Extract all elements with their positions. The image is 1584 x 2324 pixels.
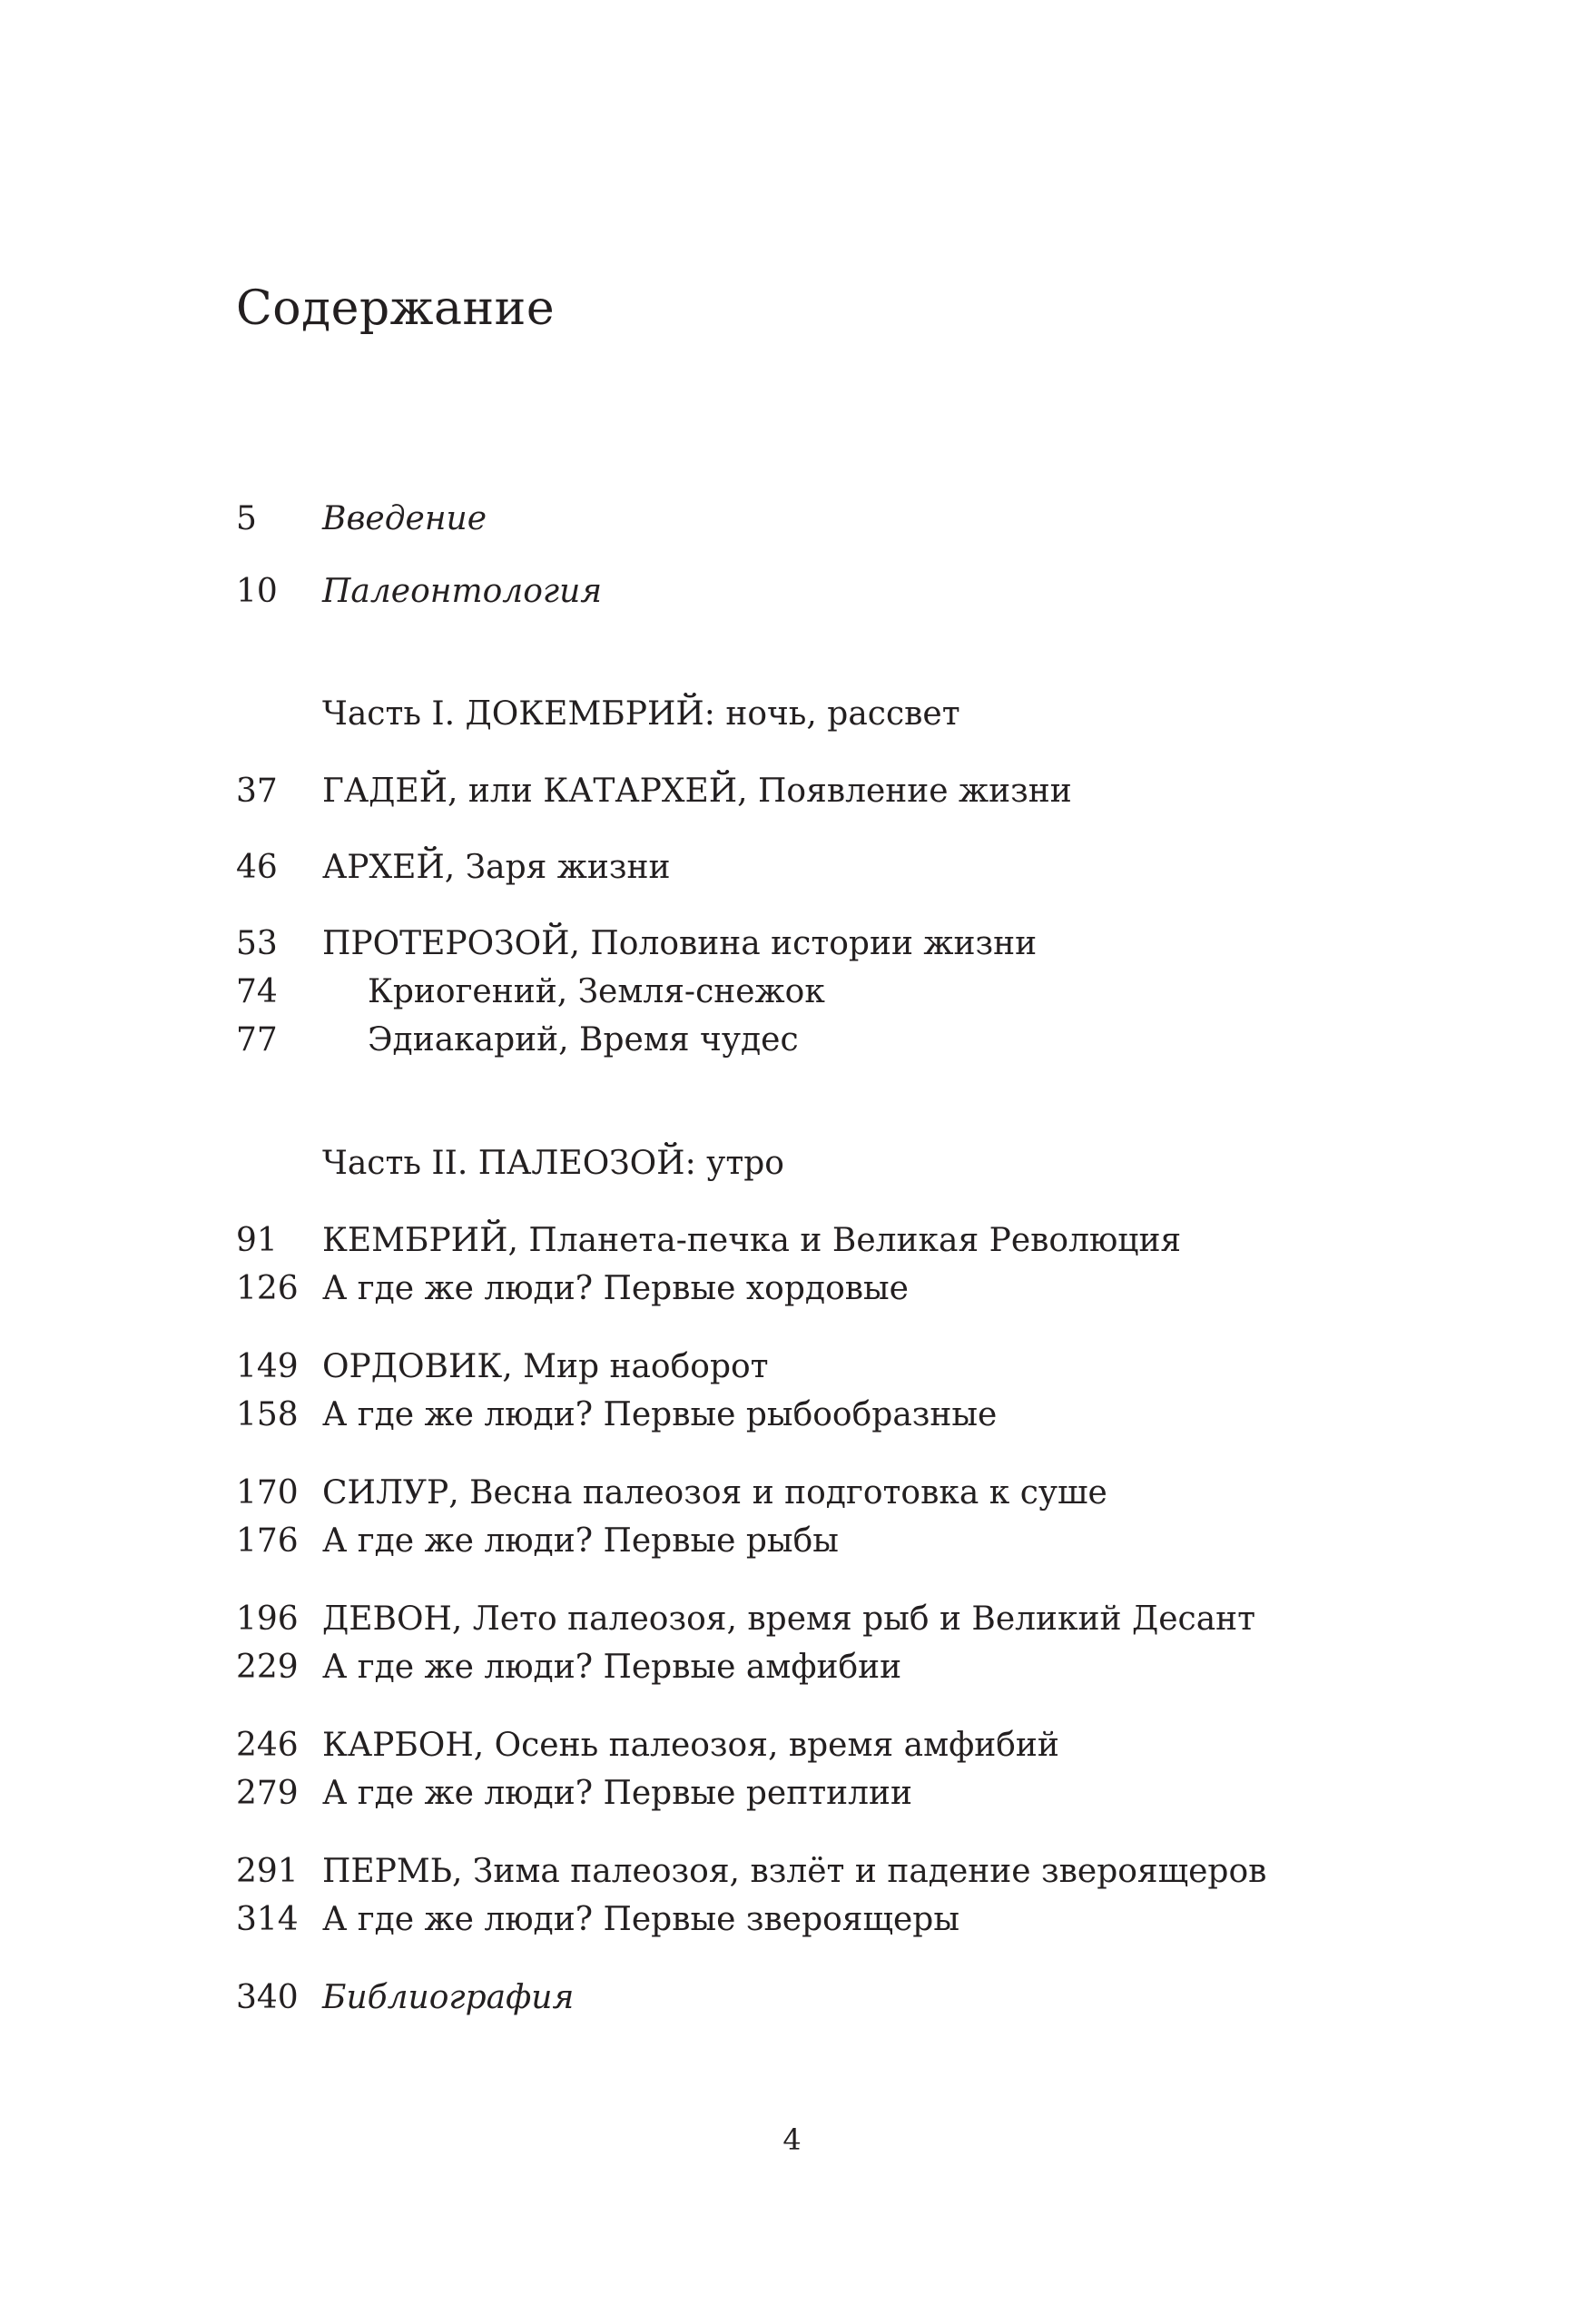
toc-page-number: 158 — [236, 1396, 299, 1433]
page-number-footer: 4 — [782, 2122, 802, 2157]
toc-page-number: 10 — [236, 573, 278, 610]
toc-entry-title: Криогений, Земля-снежок — [368, 973, 825, 1010]
toc-page-number: 246 — [236, 1727, 299, 1764]
toc-page-number: 176 — [236, 1522, 299, 1560]
toc-page-number: 91 — [236, 1222, 278, 1259]
toc-entry-title: Библиография — [322, 1979, 575, 2016]
toc-entry-title: ГАДЕЙ, или КАТАРХЕЙ, Появление жизни — [322, 773, 1072, 810]
toc-entry-title: А где же люди? Первые звероящеры — [322, 1901, 959, 1938]
toc-page-number: 340 — [236, 1979, 299, 2016]
toc-entry-title: СИЛУР, Весна палеозоя и подготовка к суше — [322, 1474, 1107, 1512]
page-title: Содержание — [236, 281, 556, 336]
toc-entry-title: ОРДОВИК, Мир наоборот — [322, 1348, 769, 1385]
toc-page-number: 126 — [236, 1270, 299, 1307]
toc-page-number: 5 — [236, 500, 257, 537]
toc-page-number: 314 — [236, 1901, 299, 1938]
toc-entry-title: КАРБОН, Осень палеозоя, время амфибий — [322, 1727, 1059, 1764]
part-heading-precambrian: Часть I. ДОКЕМБРИЙ: ночь, рассвет — [322, 695, 960, 733]
toc-entry-title: Палеонтология — [322, 573, 603, 610]
toc-entry-title: А где же люди? Первые хордовые — [322, 1270, 909, 1307]
toc-page-number: 196 — [236, 1600, 299, 1638]
toc-entry-title: А где же люди? Первые амфибии — [322, 1649, 902, 1686]
toc-entry-title: АРХЕЙ, Заря жизни — [322, 849, 671, 886]
toc-page-number: 77 — [236, 1021, 278, 1059]
toc-page-number: 46 — [236, 849, 278, 886]
toc-page-number: 291 — [236, 1853, 299, 1890]
part-heading-paleozoic: Часть II. ПАЛЕОЗОЙ: утро — [322, 1145, 784, 1182]
toc-entry-title: ДЕВОН, Лето палеозоя, время рыб и Великий Десант — [322, 1600, 1256, 1638]
toc-entry-title: Введение — [322, 500, 487, 537]
toc-page-number: 74 — [236, 973, 278, 1010]
toc-page-number: 229 — [236, 1649, 299, 1686]
toc-entry-title: Эдиакарий, Время чудес — [368, 1021, 799, 1059]
toc-page-number: 170 — [236, 1474, 299, 1512]
toc-page-number: 279 — [236, 1775, 299, 1812]
toc-page-number: 37 — [236, 773, 278, 810]
toc-entry-title: КЕМБРИЙ, Планета-печка и Великая Революция — [322, 1222, 1182, 1259]
toc-entry-title: А где же люди? Первые рыбообразные — [322, 1396, 998, 1433]
toc-entry-title: ПРОТЕРОЗОЙ, Половина истории жизни — [322, 925, 1038, 962]
toc-page-number: 53 — [236, 925, 278, 962]
toc-page-number: 149 — [236, 1348, 299, 1385]
toc-entry-title: А где же люди? Первые рептилии — [322, 1775, 912, 1812]
toc-entry-title: ПЕРМЬ, Зима палеозоя, взлёт и падение звероящеров — [322, 1853, 1267, 1890]
toc-entry-title: А где же люди? Первые рыбы — [322, 1522, 839, 1560]
